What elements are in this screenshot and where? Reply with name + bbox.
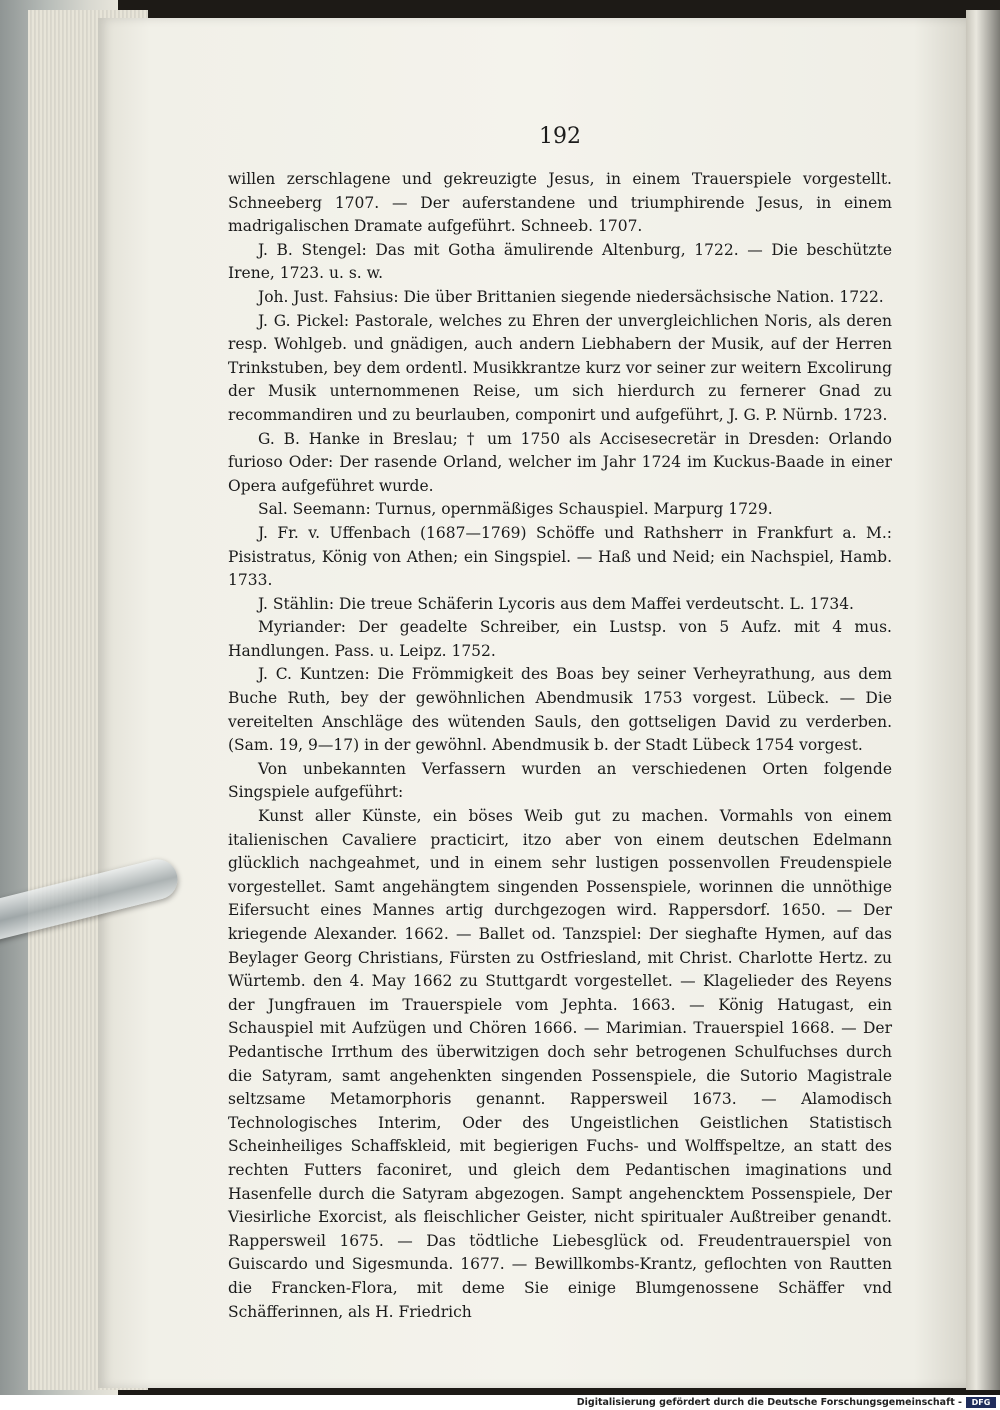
book-right-edge <box>966 10 1000 1390</box>
paragraph: J. Fr. v. Uffenbach (1687—1769) Schöffe und Rathsherr in Frankfurt a. M.: Pisistratus, König von Athen; ein Singspiel. — Haß und Neid; ein Nachspiel, Hamb. 1733. <box>228 523 892 590</box>
paragraph: G. B. Hanke in Breslau; † um 1750 als Accisesecretär in Dresden: Orlando furioso Oder: Der rasende Orland, welcher im Jahr 1724 im Kuckus-Baade in einer Opera aufgeführet wurde. <box>228 429 892 495</box>
page-number: 192 <box>539 124 581 149</box>
digitization-credit: Digitalisierung gefördert durch die Deutsche Forschungsgemeinschaft - <box>576 1397 962 1408</box>
paragraph: J. G. Pickel: Pastorale, welches zu Ehren der unvergleichlichen Noris, als deren resp. Wohlgeb. und gnädigen, auch andern Liebhabern der Musik, auf der Herren Trinkstuben, bey dem ordentl. Musikkrantze kurz vor seiner zur weitern Excolirung der Musik unternommenen Reise, um sich hierdurch zu fernerer Gnad zu recommandiren und zu beurlauben, componirt und aufgeführt, J. G. P. Nürnb. 1723. <box>228 311 892 424</box>
page-text <box>228 168 892 1324</box>
paragraph: Von unbekannten Verfassern wurden an verschiedenen Orten folgende Singspiele aufgeführt: <box>228 759 892 802</box>
paragraph: Sal. Seemann: Turnus, opernmäßiges Schauspiel. Marpurg 1729. <box>258 500 773 519</box>
paragraph: J. B. Stengel: Das mit Gotha ämulirende Altenburg, 1722. — Die beschützte Irene, 1723. u. s. w. <box>228 240 892 283</box>
paragraph: willen zerschlagene und gekreuzigte Jesus, in einem Trauerspiele vorgestellt. Schneeberg 1707. — Der auferstandene und triumphirende Jesus, in einem madrigalischen Dramate aufgeführt. Schneeb. 1707. <box>228 170 892 236</box>
paragraph: Joh. Just. Fahsius: Die über Brittanien siegende niedersächsische Nation. 1722. <box>258 287 884 306</box>
paragraph: J. Stählin: Die treue Schäferin Lycoris aus dem Maffei verdeutscht. L. 1734. <box>258 594 854 613</box>
dfg-logo: DFG <box>966 1397 996 1408</box>
paragraph: J. C. Kuntzen: Die Frömmigkeit des Boas bey seiner Verheyrathung, aus dem Buche Ruth, bey der gewöhnlichen Abendmusik 1753 vorgest. Lübeck. — Die vereitelten Anschläge des wütenden Sauls, den gottseligen David zu verderben. (Sam. 19, 9—17) in der gewöhnl. Abendmusik b. der Stadt Lübeck 1754 vorgest. <box>228 665 892 755</box>
paragraph: Myriander: Der geadelte Schreiber, ein Lustsp. von 5 Aufz. mit 4 mus. Handlungen. Pass. u. Leipz. 1752. <box>228 618 892 660</box>
paragraph: Kunst aller Künste, ein böses Weib gut zu machen. Vormahls von einem italienischen Cavaliere practicirt, itzo aber von einem deutschen Edelmann glücklich nachgeahmet, und in einem sehr lustigen possenvollen Freudenspiele vorgestellet. Samt angehängtem singenden Possenspiele, worinnen die unnöthige Eifersucht eines Mannes artig durchgezogen wird. Rappersdorf. 1650. — Der kriegende Alexander. 1662. — Ballet od. Tanzspiel: Der sieghafte Hymen, auf das Beylager Georg Christians, Fürsten zu Ostfriesland, mit Christ. Charlotte Hertz. zu Würtemb. den 4. May 1662 zu Stuttgardt vorgestellet. — Klagelieder des Reyens der Jungfrauen im Trauerspiele vom Jephta. 1663. — König Hatugast, ein Schauspiel mit Aufzügen und Chören 1666. — Marimian. Trauerspiel 1668. — Der Pedantische Irrthum des überwitzigen doch sehr betrogenen Schulfuchses durch die Satyram, samt angehenkten singenden Possenspiele, die Sutorio Magistrale seltzsame Metamorphoris genannt. Rappersweil 1673. — Alamodisch Technologisches Interim, Oder des Ungeistlichen Geistlichen Statistisch Scheinheiliges Schaffskleid, mit begierigen Fuchs- und Wolffspeltze, an statt des rechten Futters faconiret, und gleich dem Pedantischen imaginations und Hasenfelle durch die Satyram abgezogen. Sampt angehencktem Possenspiele, Der Viesirliche Exorcist, als fleischlicher Geister, nicht spiritualer Außtreiber genandt. Rappersweil 1675. — Das tödtliche Liebesglück od. Freudentrauerspiel von Guiscardo und Sigesmunda. 1677. — Bewillkombs-Krantz, geflochten von Rautten die Francken-Flora, mit deme Sie einige Blumgenossene Schäffer vnd Schäfferinnen, als H. Friedrich <box>228 807 892 1321</box>
